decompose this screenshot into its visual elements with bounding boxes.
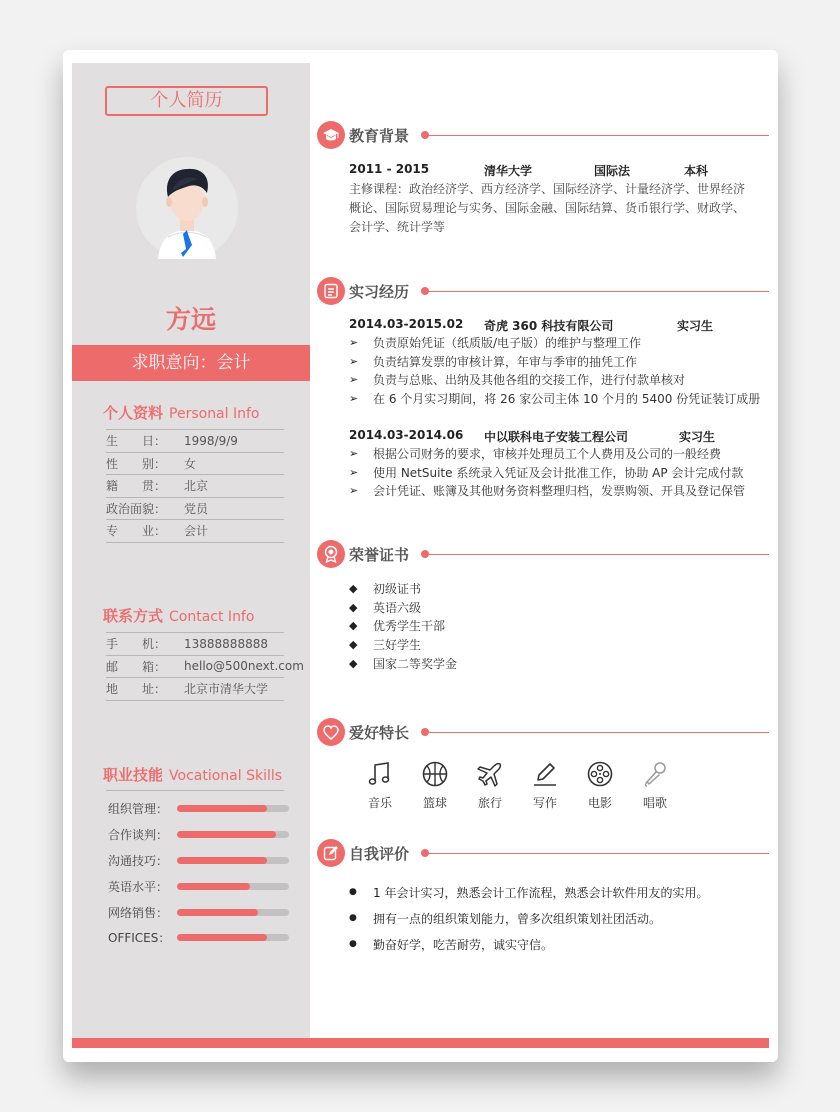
job-intent: 求职意向：会计 (72, 345, 310, 381)
eval-text: 拥有一点的组织策划能力，曾多次组织策划社团活动。 (373, 911, 662, 926)
field-label: 生 日： (106, 434, 167, 449)
education-courses: 主修课程：政治经济学、西方经济学、国际经济学、计量经济学、世界经济概论、国际贸易理论与实务、国际金融、国际结算、货币银行学、财政学、会计学、统计学等 (349, 182, 746, 234)
duty-text: 负责与总账、出纳及其他各组的交接工作，进行付款单核对 (373, 373, 686, 388)
skill-bar-fill (177, 909, 258, 916)
honor-text: 初级证书 (373, 581, 422, 596)
music-icon (366, 760, 394, 788)
honor-text: 优秀学生干部 (373, 619, 446, 634)
section-line (428, 554, 769, 555)
list-item (349, 444, 759, 463)
duty-text: 使用 NetSuite 系统录入凭证及会计批准工作，协助 AP 会计完成付款 (373, 465, 744, 480)
email-value: hello@500next.com (184, 659, 304, 674)
list-item (349, 579, 759, 598)
internship-title: 实习经历 (349, 283, 410, 301)
hobby-travel (462, 760, 518, 811)
section-line (428, 135, 769, 136)
table-row (106, 430, 284, 453)
airplane-icon (476, 760, 504, 788)
honor-text: 国家二等奖学金 (373, 657, 458, 672)
pen-icon (531, 760, 559, 788)
section-line (428, 853, 769, 854)
field-label: 性 别： (106, 456, 167, 471)
skill-label: 网络销售： (108, 905, 169, 920)
arrow-bullet-icon: ➢ (349, 465, 359, 479)
section-line (428, 732, 769, 733)
graduation-cap-icon (317, 121, 345, 149)
skill-label: 英语水平： (108, 879, 169, 894)
section-line (428, 291, 769, 292)
self-eval-title: 自我评价 (349, 845, 410, 863)
education-title: 教育背景 (349, 127, 410, 145)
hobby-label: 唱歌 (642, 796, 667, 810)
education-entry (349, 162, 749, 178)
hobbies-header (317, 718, 769, 746)
diamond-bullet-icon: ◆ (349, 638, 358, 652)
skill-label: OFFICES： (108, 931, 171, 946)
contact-info-title: 联系方式 (103, 607, 164, 625)
contact-info-subtitle: Contact Info (169, 609, 255, 625)
table-row (106, 656, 304, 679)
field-value: 党员 (184, 501, 209, 516)
arrow-bullet-icon: ➢ (349, 354, 359, 368)
hobby-label: 旅行 (477, 796, 502, 810)
field-label: 专 业： (106, 524, 167, 539)
field-label: 邮 箱： (106, 659, 167, 674)
list-item (349, 598, 759, 617)
skill-bar (177, 883, 289, 890)
skill-bar-fill (177, 857, 267, 864)
honor-text: 英语六级 (373, 600, 422, 615)
skill-row (108, 925, 298, 951)
skill-row (108, 899, 298, 925)
skills-title: 职业技能 (103, 766, 164, 784)
skill-bar (177, 909, 289, 916)
hobby-label: 篮球 (422, 796, 447, 810)
skills-list (108, 796, 298, 951)
field-label: 政治面貌： (106, 501, 167, 516)
job-duties-list (349, 333, 759, 408)
list-item (349, 352, 759, 371)
list-item (349, 905, 708, 931)
job-entry-header (349, 317, 749, 333)
skill-row (108, 796, 298, 822)
skill-bar (177, 805, 289, 812)
heart-icon (317, 718, 345, 746)
personal-info-table (106, 429, 284, 543)
skill-bar-fill (177, 934, 267, 941)
skill-row (108, 873, 298, 899)
field-value: 女 (184, 456, 197, 471)
hobby-movie (572, 760, 628, 811)
phone-value: 13888888888 (184, 636, 268, 651)
divider (106, 790, 284, 791)
list-item (349, 482, 759, 501)
education-period: 2011 - 2015 (349, 162, 430, 176)
edit-icon (317, 839, 345, 867)
arrow-bullet-icon: ➢ (349, 484, 359, 498)
skill-row (108, 848, 298, 874)
list-item (349, 617, 759, 636)
table-row (106, 475, 284, 498)
list-item (349, 879, 708, 905)
job-company: 中以联科电子安装工程公司 (484, 430, 629, 444)
internship-header (317, 277, 769, 305)
skill-bar (177, 857, 289, 864)
skill-bar-fill (177, 883, 250, 890)
dot-bullet-icon: ● (349, 887, 357, 897)
arrow-bullet-icon: ➢ (349, 373, 359, 387)
hobby-music (352, 760, 408, 811)
skills-heading (103, 764, 293, 785)
education-degree: 本科 (684, 164, 709, 178)
job-role: 实习生 (677, 319, 714, 333)
arrow-bullet-icon: ➢ (349, 392, 359, 406)
honor-text: 三好学生 (373, 638, 422, 653)
dot-bullet-icon: ● (349, 939, 357, 949)
job-period: 2014.03-2014.06 (349, 428, 464, 442)
list-item (349, 333, 759, 352)
bottom-accent-bar (72, 1038, 769, 1048)
list-item (349, 371, 759, 390)
field-label: 籍 贯： (106, 479, 167, 494)
honors-list (349, 579, 759, 673)
table-row (106, 520, 284, 543)
honors-header (317, 540, 769, 568)
skill-bar (177, 831, 289, 838)
job-entry-header (349, 428, 749, 444)
table-row (106, 678, 284, 701)
table-row (106, 498, 284, 521)
diamond-bullet-icon: ◆ (349, 600, 358, 614)
diamond-bullet-icon: ◆ (349, 619, 358, 633)
personal-info-subtitle: Personal Info (169, 406, 260, 422)
medal-icon (317, 540, 345, 568)
diamond-bullet-icon: ◆ (349, 581, 358, 595)
duty-text: 负责结算发票的审核计算，年审与季审的抽凭工作 (373, 354, 638, 369)
duty-text: 根据公司财务的要求，审核并处理员工个人费用及公司的一般经费 (373, 446, 722, 461)
skills-subtitle: Vocational Skills (169, 768, 283, 784)
contact-info-table (106, 632, 304, 701)
duty-text: 在 6 个月实习期间，将 26 家公司主体 10 个月的 5400 份凭证装订成册 (373, 392, 761, 407)
field-label: 地 址： (106, 682, 167, 697)
basketball-icon (421, 760, 449, 788)
field-value: 会计 (184, 524, 209, 539)
skill-bar-fill (177, 831, 276, 838)
education-header (317, 121, 769, 149)
skill-bar (177, 934, 289, 941)
hobbies-title: 爱好特长 (349, 724, 410, 742)
list-item (349, 463, 759, 482)
hobby-label: 音乐 (367, 796, 392, 810)
film-reel-icon (586, 760, 614, 788)
skill-label: 组织管理： (108, 802, 169, 817)
hobby-singing (627, 760, 683, 811)
job-duties-list (349, 444, 759, 500)
duty-text: 负责原始凭证（纸质版/电子版）的维护与整理工作 (373, 335, 642, 350)
field-value: 1998/9/9 (184, 433, 238, 448)
resume-title: 个人简历 (105, 86, 268, 116)
job-period: 2014.03-2015.02 (349, 317, 464, 331)
self-eval-header (317, 839, 769, 867)
avatar (136, 157, 238, 259)
table-row (106, 453, 284, 476)
skill-label: 合作谈判： (108, 828, 169, 843)
personal-info-heading (103, 402, 293, 423)
candidate-name: 方远 (165, 305, 216, 334)
arrow-bullet-icon: ➢ (349, 446, 359, 460)
hobby-writing (517, 760, 573, 811)
hobby-basketball (407, 760, 463, 811)
skill-row (108, 822, 298, 848)
education-major: 国际法 (594, 164, 631, 178)
dot-bullet-icon: ● (349, 913, 357, 923)
duty-text: 会计凭证、账簿及其他财务资料整理归档，发票购领、开具及登记保管 (373, 484, 746, 499)
hobby-label: 写作 (532, 796, 557, 810)
document-icon (317, 277, 345, 305)
job-company: 奇虎 360 科技有限公司 (484, 319, 614, 333)
list-item (349, 389, 759, 408)
eval-text: 1 年会计实习，熟悉会计工作流程，熟悉会计软件用友的实用。 (373, 885, 709, 900)
field-value: 北京 (184, 479, 209, 494)
education-school: 清华大学 (484, 164, 533, 178)
contact-info-heading (103, 605, 293, 626)
list-item (349, 931, 708, 957)
arrow-bullet-icon: ➢ (349, 335, 359, 349)
list-item (349, 635, 759, 654)
address-value: 北京市清华大学 (184, 682, 269, 697)
hobby-label: 电影 (587, 796, 612, 810)
personal-info-title: 个人资料 (103, 404, 164, 422)
skill-label: 沟通技巧： (108, 853, 169, 868)
skill-bar-fill (177, 805, 267, 812)
job-role: 实习生 (679, 430, 716, 444)
diamond-bullet-icon: ◆ (349, 657, 358, 671)
microphone-icon (641, 760, 669, 788)
table-row (106, 633, 284, 656)
eval-text: 勤奋好学，吃苦耐劳，诚实守信。 (373, 937, 554, 952)
self-eval-list (349, 879, 708, 957)
list-item (349, 654, 759, 673)
honors-title: 荣誉证书 (349, 546, 410, 564)
field-label: 手 机： (106, 637, 167, 652)
hobbies-list (352, 760, 683, 811)
